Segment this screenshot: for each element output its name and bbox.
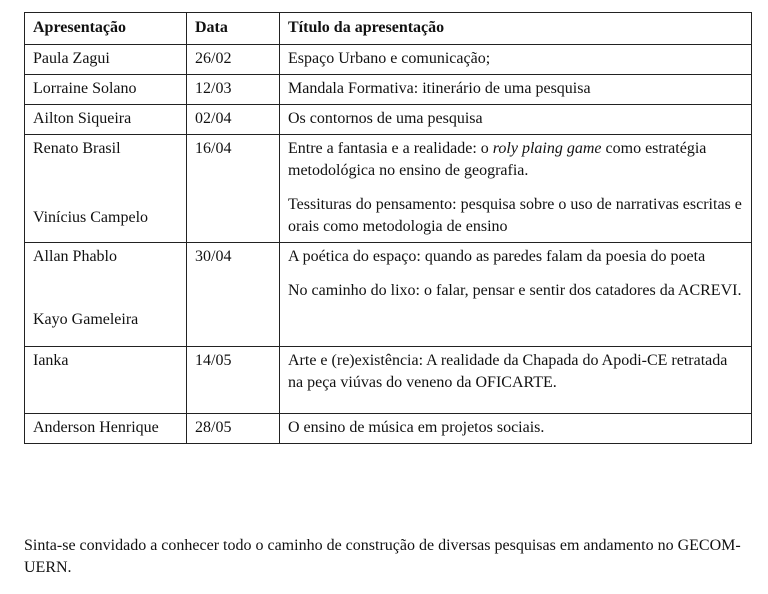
- presenter-cell: Ailton Siqueira: [25, 105, 187, 135]
- table-row: [25, 243, 752, 347]
- table-row: [25, 75, 752, 105]
- date-cell: 28/05: [187, 414, 280, 444]
- table-row: [25, 414, 752, 444]
- presenter-cell: Lorraine Solano: [25, 75, 187, 105]
- presenter-cell: [25, 243, 187, 347]
- header-title: Título da apresentação: [280, 13, 752, 45]
- title-cell: Arte e (re)existência: A realidade da Chapada do Apodi-CE retratada na peça viúvas do veneno da OFICARTE.: [280, 347, 752, 414]
- header-presenter: Apresentação: [25, 13, 187, 45]
- date-cell: 16/04: [187, 135, 280, 243]
- presenter-name: Vinícius Campelo: [33, 209, 149, 226]
- presentation-title: No caminho do lixo: o falar, pensar e sentir dos catadores da ACREVI.: [288, 282, 742, 299]
- table-row: [25, 135, 752, 243]
- presenter-cell: Anderson Henrique: [25, 414, 187, 444]
- date-cell: 02/04: [187, 105, 280, 135]
- table-row: [25, 45, 752, 75]
- footer-invitation-text: Sinta-se convidado a conhecer todo o caminho de construção de diversas pesquisas em andamento no GECOM-UERN.: [24, 537, 741, 576]
- title-cell: [280, 243, 752, 347]
- header-date: Data: [187, 13, 280, 45]
- date-cell: 12/03: [187, 75, 280, 105]
- paragraph-gap: [288, 268, 743, 280]
- date-cell: 26/02: [187, 45, 280, 75]
- presenter-cell: Ianka: [25, 347, 187, 414]
- header-row: [25, 13, 752, 45]
- title-text: Entre a fantasia e a realidade: o: [288, 140, 493, 157]
- presenter-cell: Paula Zagui: [25, 45, 187, 75]
- presenter-name: Kayo Gameleira: [33, 311, 139, 328]
- presentation-title: [288, 138, 743, 182]
- title-text: como estratégia metodológica no ensino de geografia.: [288, 140, 707, 179]
- title-cell: [280, 135, 752, 243]
- table-row: [25, 347, 752, 414]
- paragraph-gap: [288, 182, 743, 194]
- presentation-title: A poética do espaço: quando as paredes falam da poesia do poeta: [288, 248, 706, 265]
- title-cell: O ensino de música em projetos sociais.: [280, 414, 752, 444]
- presenter-name: Allan Phablo: [33, 248, 117, 265]
- title-italic-text: roly plaing game: [492, 140, 602, 157]
- date-cell: 14/05: [187, 347, 280, 414]
- title-cell: Espaço Urbano e comunicação;: [280, 45, 752, 75]
- title-cell: Mandala Formativa: itinerário de uma pesquisa: [280, 75, 752, 105]
- schedule-table: [24, 12, 752, 444]
- title-cell: Os contornos de uma pesquisa: [280, 105, 752, 135]
- presenter-name: Renato Brasil: [33, 140, 121, 157]
- table-row: [25, 105, 752, 135]
- presentation-title: Tessituras do pensamento: pesquisa sobre o uso de narrativas escritas e orais como metodologia de ensino: [288, 196, 742, 235]
- presenter-cell: [25, 135, 187, 243]
- date-cell: 30/04: [187, 243, 280, 347]
